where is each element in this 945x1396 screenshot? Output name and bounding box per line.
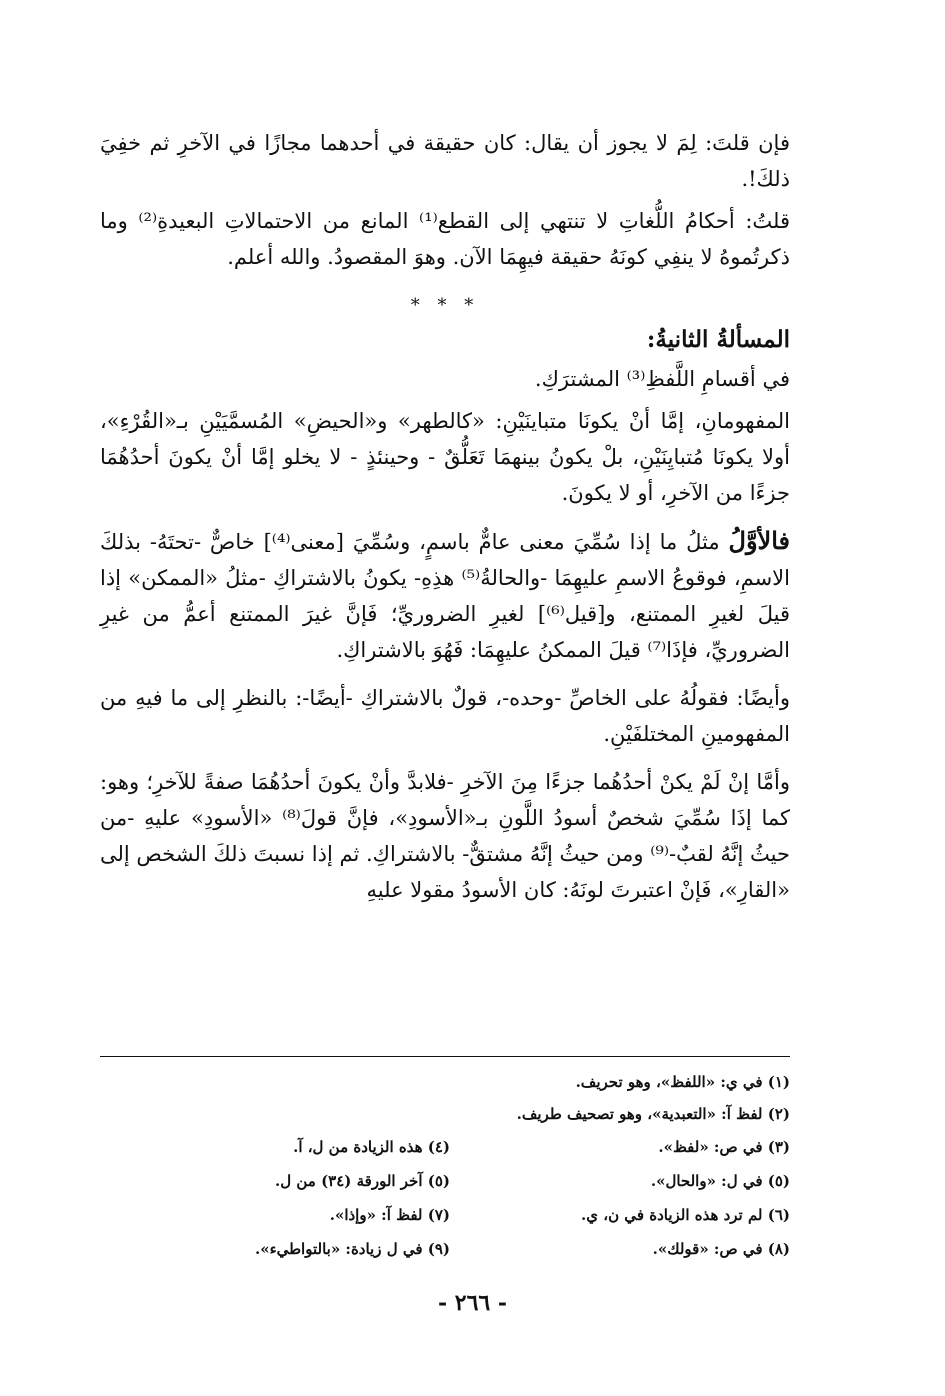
footnote-4: (٤) هذه الزيادة من ل، آ. <box>293 1138 450 1156</box>
paragraph-subject: في أقسامِ اللَّفظِ⁽³⁾ المشترَكِ. <box>534 367 790 391</box>
footnote-9: (٩) في ل زيادة: «بالتواطيء». <box>254 1240 450 1258</box>
footnotes <box>100 1066 790 1266</box>
page-number: - ٢٦٦ - <box>437 1290 508 1316</box>
paragraph-concepts: المفهومانِ، إمَّا أنْ يكونَا متباينَيْنِ: «كالطهر» و«الحيضِ» المُسمَّيَيْنِ بـ«القُرْءِ»، أولا يكونَا مُتبايِنَيْنِ، بلْ يكونُ بينهمَا تَعَلُّقٌ - وحينئذٍ - لا يخلو إمَّا أنْ يكونَ أحدُهُمَا جزءًا من الآخرِ، أو لا يكونَ. <box>100 409 790 505</box>
footnote-divider <box>100 1056 790 1057</box>
paragraph-question: فإن قلتَ: لِمَ لا يجوز أن يقال: كان حقيقة في أحدهما مجازًا في الآخرِ ثم خفِيَ ذلكَ!. <box>100 131 790 191</box>
paragraph-first-case <box>100 523 790 668</box>
paragraph-answer: قلتُ: أحكامُ اللُّغاتِ لا تنتهي إلى القطع⁽¹⁾ المانع من الاحتمالاتِ البعيدةِ⁽²⁾ وما ذكرتُموهُ لا ينفِي كونَهُ حقيقة فيهِمَا الآن. وهوَ المقصودُ. والله أعلم. <box>100 209 790 269</box>
paragraph-second-case: وأمَّا إنْ لَمْ يكنْ أحدُهُما جزءًا مِنَ الآخرِ -فلابدَّ وأنْ يكونَ أحدُهُمَا صفةً للآخرِ؛ وهو: كما إذَا سُمِّيَ شخصٌ أسودُ اللَّونِ بـ«الأسودِ»، فإنَّ قولَ⁽⁸⁾ «الأسودِ» عليهِ -من حيثُ إنَّهُ لقبٌ-⁽⁹⁾ ومن حيثُ إنَّهُ مشتقٌّ- بالاشتراكِ. ثم إذا نسبتَ ذلكَ الشخص إلى «القارِ»، فَإنْ اعتبرتَ لونَهُ: كان الأسودُ مقولا عليهِ <box>100 770 790 902</box>
lead-word: فالأوَّلُ <box>728 526 791 555</box>
page-body <box>100 125 790 920</box>
section-heading: المسألةُ الثانيةُ: <box>646 326 790 353</box>
footnote-3: (٣) في ص: «لفظ». <box>658 1138 790 1156</box>
section-separator: * * * <box>410 295 480 316</box>
footnote-row <box>100 1164 790 1198</box>
footnote-5b: (٥) آخر الورقة (٣٤) من ل. <box>275 1172 450 1190</box>
footnote-1: (١) في ي: «اللفظ»، وهو تحريف. <box>575 1073 790 1091</box>
paragraph-first-case-text: مثلُ ما إذا سُمِّيَ معنى عامٌّ باسمٍ، وسُمِّيَ [معنى⁽⁴⁾] خاصٌّ -تحتَهُ- بذلكَ الاسمِ، فوقوعُ الاسمِ عليهِمَا -والحالةُ⁽⁵⁾ هذِهِ- يكونُ بالاشتراكِ -مثلُ «الممكن» إذا قيلَ لغيرِ الممتنع، و[قيل⁽⁶⁾] لغيرِ الضروريِّ؛ فَإنَّ غيرَ الممتنع أعمُّ من غيرِ الضروريِّ، فإذَا⁽⁷⁾ قيلَ الممكنُ عليهِمَا: فَهُوَ بالاشتراكِ. <box>100 530 790 662</box>
footnote-7: (٧) لفظ آ: «وإذا». <box>329 1206 450 1224</box>
footnote-row <box>100 1232 790 1266</box>
footnote-6: (٦) لم ترد هذه الزيادة في ن، ي. <box>581 1206 790 1224</box>
footnote-2: (٢) لفظ آ: «التعبدية»، وهو تصحيف طريف. <box>516 1105 790 1123</box>
footnote-8: (٨) في ص: «قولك». <box>652 1240 790 1258</box>
footnote-row <box>100 1130 790 1164</box>
paragraph-also: وأيضًا: فقولُهُ على الخاصِّ -وحده-، قولٌ بالاشتراكِ -أيضًا-: بالنظرِ إلى ما فيهِ من المفهومينِ المختلفَيْنِ. <box>100 686 790 746</box>
footnote-5: (٥) في ل: «والحال». <box>650 1172 790 1190</box>
footnote-row <box>100 1198 790 1232</box>
